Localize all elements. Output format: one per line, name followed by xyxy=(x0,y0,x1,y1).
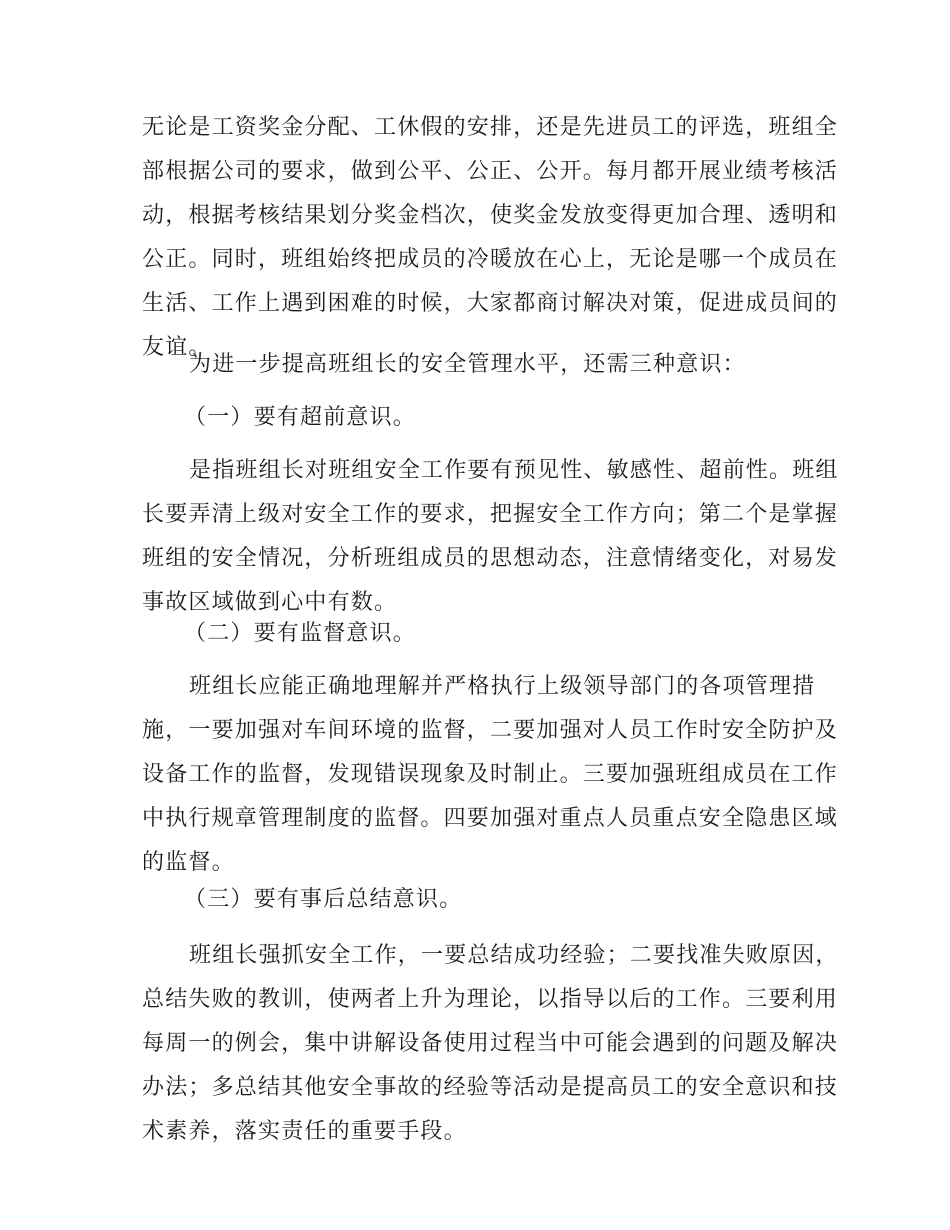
paragraph-6-line-4: 中执行规章管理制度的监督。四要加强对重点人员重点安全隐患区域 xyxy=(142,806,839,831)
paragraph-1-line-6: 友谊。 xyxy=(142,335,212,360)
section-heading-2: （二）要有监督意识。 xyxy=(184,621,417,646)
paragraph-4-line-4: 事故区域做到心中有数。 xyxy=(142,590,398,615)
paragraph-4-line-1: 是指班组长对班组安全工作要有预见性、敏感性、超前性。班组 xyxy=(189,458,839,483)
paragraph-6-line-2: 施，一要加强对车间环境的监督，二要加强对人员工作时安全防护及 xyxy=(142,718,839,743)
paragraph-6-line-3: 设备工作的监督，发现错误现象及时制止。三要加强班组成员在工作 xyxy=(142,762,839,787)
paragraph-1-line-5: 生活、工作上遇到困难的时候，大家都商讨解决对策，促进成员间的 xyxy=(142,291,839,316)
paragraph-8-line-5: 术素养，落实责任的重要手段。 xyxy=(142,1119,467,1144)
section-heading-3: （三）要有事后总结意识。 xyxy=(184,887,463,912)
paragraph-8-line-4: 办法；多总结其他安全事故的经验等活动是提高员工的安全意识和技 xyxy=(142,1075,839,1100)
paragraph-8-line-2: 总结失败的教训，使两者上升为理论，以指导以后的工作。三要利用 xyxy=(142,987,839,1012)
paragraph-1-line-1: 无论是工资奖金分配、工休假的安排，还是先进员工的评选，班组全 xyxy=(142,115,839,140)
paragraph-8-line-1: 班组长强抓安全工作，一要总结成功经验；二要找准失败原因， xyxy=(189,943,839,968)
paragraph-4-line-3: 班组的安全情况，分析班组成员的思想动态，注意情绪变化，对易发 xyxy=(142,546,839,571)
paragraph-2-line-1: 为进一步提高班组长的安全管理水平，还需三种意识： xyxy=(189,352,746,377)
paragraph-1-line-3: 动，根据考核结果划分奖金档次，使奖金发放变得更加合理、透明和 xyxy=(142,203,839,228)
paragraph-1-line-2: 部根据公司的要求，做到公平、公正、公开。每月都开展业绩考核活 xyxy=(142,159,839,184)
paragraph-8-line-3: 每周一的例会，集中讲解设备使用过程当中可能会遇到的问题及解决 xyxy=(142,1031,839,1056)
paragraph-6-line-5: 的监督。 xyxy=(142,850,235,875)
paragraph-4-line-2: 长要弄清上级对安全工作的要求，把握安全工作方向；第二个是掌握 xyxy=(142,502,839,527)
section-heading-1: （一）要有超前意识。 xyxy=(184,405,417,430)
paragraph-6-line-1: 班组长应能正确地理解并严格执行上级领导部门的各项管理措 xyxy=(189,674,816,699)
paragraph-1-line-4: 公正。同时，班组始终把成员的冷暖放在心上，无论是哪一个成员在 xyxy=(142,247,839,272)
